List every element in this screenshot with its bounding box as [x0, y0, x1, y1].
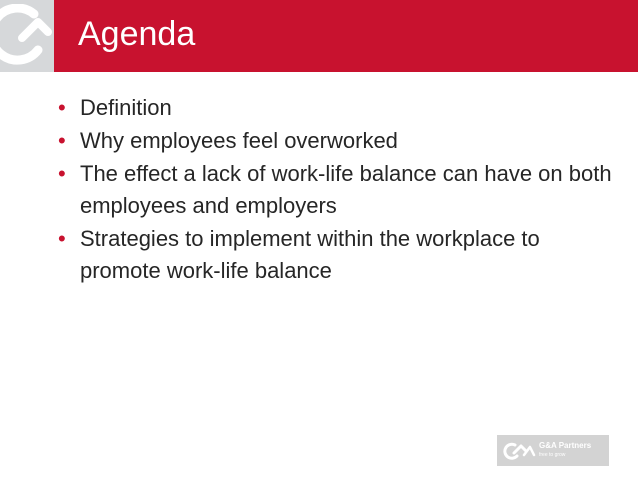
bullet-dot: • [58, 161, 66, 186]
logo-tagline: free to grow [539, 452, 566, 458]
agenda-item-text: Definition [80, 95, 172, 120]
agenda-item-overworked [56, 125, 616, 157]
company-logo [497, 435, 609, 466]
title-bar [0, 0, 638, 72]
ga-swoosh-icon [0, 4, 54, 68]
agenda-item-effect [56, 158, 616, 222]
agenda-item-definition [56, 92, 616, 124]
title-left-strip [0, 0, 54, 72]
logo-name: G&A Partners [539, 441, 592, 450]
slide-title: Agenda [78, 15, 196, 53]
agenda-item-text: Strategies to implement within the workplace to promote work-life balance [80, 226, 540, 283]
agenda-list [56, 92, 616, 288]
agenda-item-strategies [56, 223, 616, 287]
agenda-item-text: Why employees feel overworked [80, 128, 398, 153]
ga-swoosh-icon [502, 441, 536, 461]
bullet-dot: • [58, 226, 66, 251]
bullet-dot: • [58, 128, 66, 153]
bullet-dot: • [58, 95, 66, 120]
agenda-item-text: The effect a lack of work-life balance can have on both employees and employers [80, 161, 612, 218]
